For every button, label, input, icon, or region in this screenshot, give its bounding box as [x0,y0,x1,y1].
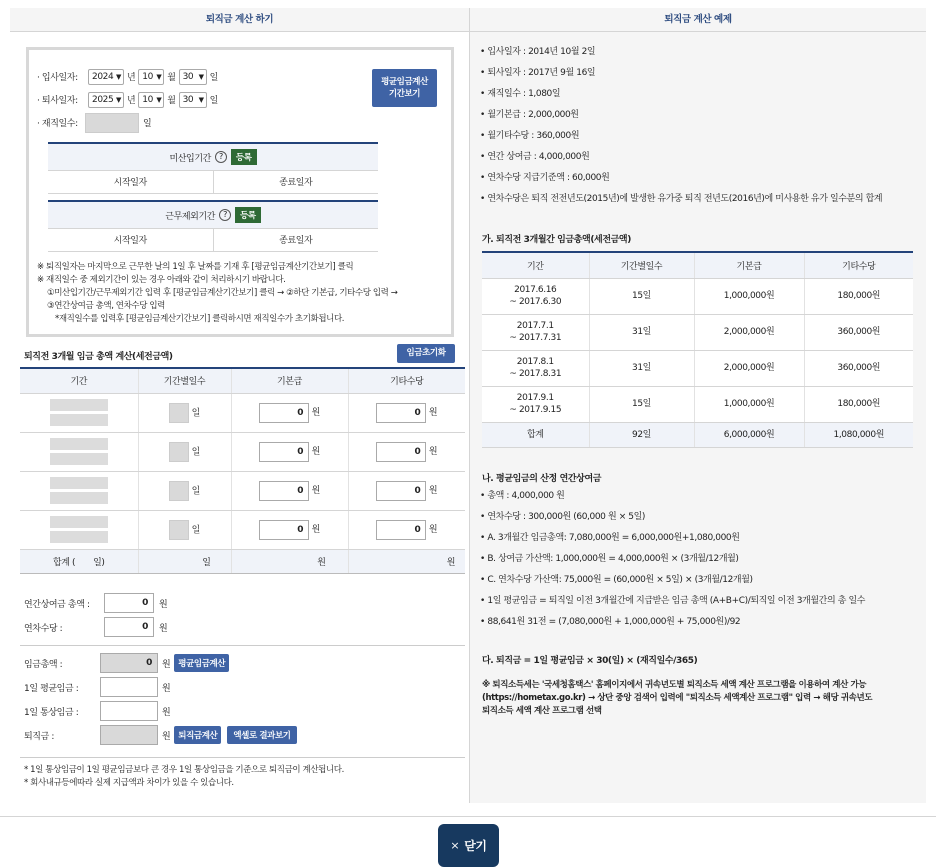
retire-date-row [37,91,218,108]
other-input[interactable]: 0 [376,520,426,540]
base-input[interactable]: 0 [259,481,309,501]
tax-footnote: ※ 퇴직소득세는 '국세청홈택스' 홈페이지에서 귀속년도별 퇴직소득 세액 계산 프로그램을 이용하여 계산 가능 (https://hometax.go.kr) → 상단 중앙 검색어 입력에 "퇴직소득 세액계산 프로그램" 입력 → 해당 귀속년도 퇴직소득 세액 계산 프로그램 선택 [482,680,873,716]
avg-period-button[interactable]: 평균임금계산 기간보기 [372,69,437,107]
tenure-days-field[interactable] [85,113,139,133]
other-input[interactable]: 0 [376,442,426,462]
hire-year-select[interactable]: 2024 ▼ [88,69,124,85]
help-icon[interactable]: ? [215,151,227,163]
base-input[interactable]: 0 [259,442,309,462]
list-item: • 연차수당 : 300,000원 (60,000 원 × 5일) [480,512,646,522]
period-box [26,47,454,337]
retire-month-select[interactable]: 10 ▼ [138,92,164,108]
table-row: 2017.8.1 ~ 2017.8.31 31일 2,000,000원 360,000원 [482,350,913,386]
bonus-label: 연간상여금 총액 : [24,599,90,610]
days-unit: 일 [143,119,152,129]
severance-row: 퇴직금 : 원 퇴직금계산 엑셀로 결과보기 [24,725,297,745]
chevron-down-icon: ▼ [156,72,162,81]
wage-table [20,367,465,574]
days-field[interactable] [169,481,189,501]
excluded-period-section [48,200,378,252]
retire-label: · 퇴사일자: [37,96,78,106]
list-item: • 퇴사일자 : 2017년 9월 16일 [480,68,596,78]
list-item: • 총액 : 4,000,000 원 [480,491,565,501]
table-row: 2017.6.16 ~ 2017.6.30 15일 1,000,000원 180,000원 [482,278,913,314]
section-c-title: 다. 퇴직금 = 1일 평균임금 × 30(일) × (재직일수/365) [482,656,698,666]
list-item: • 연차수당 지급기준액 : 60,000원 [480,173,610,183]
example-facts [480,42,882,210]
col-other: 기타수당 [804,252,913,278]
list-item: • 88,641원 31전 = (7,080,000원 + 1,000,000원 + 75,000원)/92 [480,617,741,627]
col-days: 기간별일수 [138,368,231,393]
reset-wages-button[interactable]: 임금초기화 [397,344,455,363]
section-a-title: 가. 퇴직전 3개월간 임금총액(세전금액) [482,235,631,245]
year-unit: 년 [127,96,136,106]
table-row: 2017.9.1 ~ 2017.9.15 15일 1,000,000원 180,000원 [482,386,913,422]
list-item: • C. 연차수당 가산액: 75,000원 = (60,000원 × 5일) × (3개월/12개월) [480,575,753,585]
other-input[interactable]: 0 [376,481,426,501]
list-item: • 연간 상여금 : 4,000,000원 [480,152,590,162]
hire-label: · 입사일자: [37,73,78,83]
notes: ※ 퇴직일자는 마지막으로 근무한 날의 1일 후 날짜를 기재 후 [평균임금계산기간보기] 클릭 ※ 재직일수 중 제외기간이 있는 경우 아래와 같이 처리하시기 바랍니다. ①미산입기간/근무제외기간 입력 후 [평균임금계산기간보기] 클릭 → ②하단 기본급, 기타수당 입력 → ③연간상여금 총액, 연차수당 입력 *재직일수를 입력후 [평균임금계산기간보기] 클릭하시면 재직일수가 초기화됩니다. [37,262,398,324]
unpaid-start-header: 시작일자 [48,171,214,193]
section-b-title: 나. 평균임금의 산정 연간상여금 [482,474,602,484]
list-item: • 월기타수당 : 360,000원 [480,131,580,141]
chevron-down-icon: ▼ [198,95,204,104]
daily-avg-label: 1일 평균임금 : [24,683,79,694]
day-unit: 일 [209,96,218,106]
example-panel [469,8,926,803]
footnotes: * 1일 통상임금이 1일 평균임금보다 큰 경우 1일 통상임금을 기준으로 퇴직금이 계산됩니다. * 회사내규등에따라 실제 지급액과 차이가 있을 수 있습니다. [24,765,344,788]
daily-avg-row: 1일 평균임금 : 원 [24,677,170,697]
table-row: 일 0 원 0 원 [20,471,465,510]
divider [20,645,465,646]
daily-ord-input[interactable] [100,701,158,721]
list-item: • 월기본급 : 2,000,000원 [480,110,579,120]
help-icon[interactable]: ? [219,209,231,221]
list-item: • 연차수당은 퇴직 전전년도(2015년)에 발생한 유가중 퇴직 전년도(2016년)에 미사용한 유가 일수분의 합계 [480,194,883,204]
month-unit: 월 [167,96,176,106]
list-item: • A. 3개월간 임금총액: 7,080,000원 = 6,000,000원+1,080,000원 [480,533,740,543]
col-days: 기간별일수 [589,252,694,278]
period-cell [20,510,138,549]
days-field[interactable] [169,520,189,540]
calculator-title: 퇴직금 계산 하기 [10,8,469,32]
excluded-start-header: 시작일자 [48,229,214,251]
daily-avg-field[interactable] [100,677,158,697]
divider [20,757,465,758]
table-row: 일 0 원 0 원 [20,510,465,549]
sum-base: 원 [231,549,348,573]
total-field: 0 [100,653,158,673]
list-item: • 1일 평균임금 = 퇴직일 이전 3개월간에 지급받은 임금 총액 (A+B+C)/퇴직일 이전 3개월간의 총 일수 [480,596,866,606]
bonus-row: 연간상여금 총액 : 0 원 [24,593,167,613]
close-button[interactable] [438,824,499,867]
example-title: 퇴직금 계산 예제 [470,8,926,32]
close-label: 닫기 [464,839,487,853]
example-table [482,251,913,448]
leave-label: 연차수당 : [24,623,63,634]
table-row: 일 0 원 0 원 [20,432,465,471]
sum-other: 원 [348,549,465,573]
period-cell [20,393,138,432]
tenure-label: · 재직일수: [37,119,78,129]
hire-date-row [37,68,218,85]
total-row: 임금총액 : 0 원 평균임금계산 [24,653,229,673]
excluded-register-button[interactable]: 등록 [235,207,261,223]
total-label: 임금총액 : [24,659,63,670]
chevron-down-icon: ▼ [116,95,121,104]
severance-label: 퇴직금 : [24,731,54,742]
daily-ord-label: 1일 통상임금 : [24,707,79,718]
daily-ord-row: 1일 통상임금 : 원 [24,701,170,721]
severance-calc-button[interactable]: 퇴직금계산 [174,726,221,744]
list-item: • 재직일수 : 1,080일 [480,89,561,99]
sum-row [20,549,465,573]
sum-label: 합계 ( 일) [20,549,138,573]
base-input[interactable]: 0 [259,403,309,423]
severance-field [100,725,158,745]
sum-row: 합계 92일 6,000,000원 1,080,000원 [482,422,913,447]
table-row: 2017.7.1 ~ 2017.7.31 31일 2,000,000원 360,000원 [482,314,913,350]
period-cell [20,471,138,510]
sum-days: 일 [138,549,231,573]
avg-calc-button[interactable]: 평균임금계산 [174,654,229,672]
unpaid-register-button[interactable]: 등록 [231,149,257,165]
table-row: 일 0 원 0 원 [20,393,465,432]
col-base: 기본급 [231,368,348,393]
chevron-down-icon: ▼ [116,72,121,81]
year-unit: 년 [127,73,136,83]
unpaid-period-section [48,142,378,194]
close-icon: × [450,839,460,852]
leave-row: 연차수당 : 0 원 [24,617,167,637]
unpaid-title: 미산입기간 [169,153,211,164]
list-item: • B. 상여금 가산액: 1,000,000원 = 4,000,000원 × (3개월/12개월) [480,554,739,564]
period-cell [20,432,138,471]
excluded-title: 근무제외기간 [165,211,216,222]
retire-day-select[interactable]: 30 ▼ [179,92,207,108]
other-input[interactable]: 0 [376,403,426,423]
calculator-panel [10,8,469,803]
month-unit: 월 [167,73,176,83]
chevron-down-icon: ▼ [198,72,204,81]
bonus-input[interactable]: 0 [104,593,154,613]
retire-year-select[interactable]: 2025 ▼ [88,92,124,108]
days-field[interactable] [169,403,189,423]
chevron-down-icon: ▼ [156,95,162,104]
unpaid-end-header: 종료일자 [279,178,313,188]
excel-result-button[interactable]: 엑셀로 결과보기 [227,726,296,744]
day-unit: 일 [209,73,218,83]
wage-section-title: 퇴직전 3개월 임금 총액 계산(세전금액) [24,352,173,362]
hire-month-select[interactable]: 10 ▼ [138,69,164,85]
col-base: 기본급 [694,252,804,278]
tenure-days-row [37,114,151,131]
base-input[interactable]: 0 [259,520,309,540]
leave-input[interactable]: 0 [104,617,154,637]
col-other: 기타수당 [348,368,465,393]
col-period: 기간 [482,252,589,278]
days-field[interactable] [169,442,189,462]
col-period: 기간 [20,368,138,393]
hire-day-select[interactable]: 30 ▼ [179,69,207,85]
calc-list [480,486,865,633]
excluded-end-header: 종료일자 [279,236,313,246]
list-item: • 입사일자 : 2014년 10월 2일 [480,47,596,57]
